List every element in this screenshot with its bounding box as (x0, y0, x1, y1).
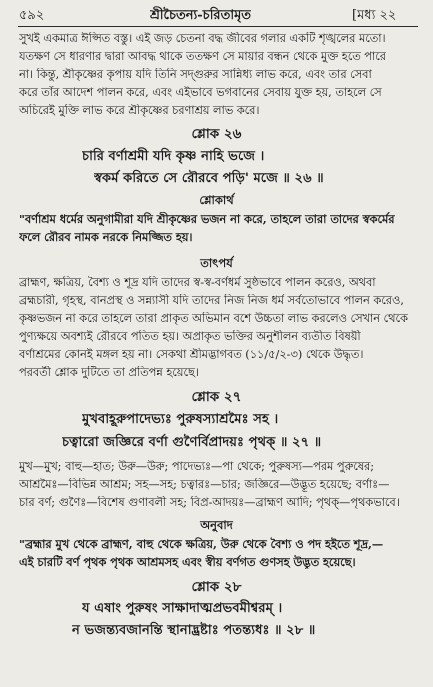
text-line: না। কিন্তু, শ্রীকৃষ্ণের কৃপায় যদি তিনি সদ্‌গুরুর সান্নিধ্য লাভ করে, এবং তার সেবা (19, 68, 372, 81)
text-line: পরবর্তী শ্লোক দুটিতে তা প্রতিপন্ন হয়েছে। (19, 366, 199, 379)
text-line: পুণ্যক্ষয়ে অবশ্যই রৌরবে পতিত হয়। অপ্রাকৃত ভক্তির অনুশীলন ব্যতীত বিষয়ী (19, 330, 361, 343)
translation-line: ফলে রৌরব নামক নরকে নিমজ্জিত হয়। (19, 230, 193, 244)
header-rule (18, 26, 418, 27)
verse-line: য এষাং পুরুষং সাক্ষাদাত্মপ্রভবমীশ্বরম্ । (82, 601, 283, 616)
text-line: অচিরেই মুক্তি লাভ করে শ্রীকৃষ্ণের চরণাশ্রয় লাভ করে। (19, 104, 260, 117)
text-line: ব্রাহ্মণ, ক্ষত্রিয়, বৈশ্য ও শূদ্র যদি তাদের স্ব-স্ব-বর্ণধর্ম সুষ্ঠভাবে পালন করেও, অথবা (19, 276, 376, 289)
verse-line: মুখবাহূরুপাদেভ্যঃ পুরুষস্যাশ্রমৈঃ সহ । (82, 412, 279, 427)
purport-heading: তাৎপর্য (200, 256, 233, 270)
text-line: বর্ণাশ্রমের কোনই মঙ্গল হয় না। সেকথা শ্রীমদ্ভাগবত (১১/৫/২-৩) থেকে উদ্ধৃত। (19, 348, 364, 361)
translation-line: এই চারটি বর্ণ পৃথক পৃথক আশ্রমসহ এবং স্বীয় বর্ণগত গুণসহ উদ্ভূত হয়েছে। (19, 555, 356, 569)
shloka-26-title: শ্লোক ২৬ (191, 126, 242, 142)
translation-heading: অনুবাদ (200, 518, 233, 532)
verse-line: স্বকর্ম করিতে সে রৌরবে পড়ি' মজে ॥ ২৬ ॥ (94, 171, 324, 186)
translation-heading: শ্লোকার্থ (199, 193, 234, 207)
text-line: মুখ—মুখ; বাহু—হাত; উরু—উরু; পাদেভ্যঃ—পা থেকে; পুরুষস্য—পরম পুরুষের; (19, 460, 375, 473)
text-line: সুখই একমাত্র ঈপ্সিত বস্তু। এই জড় চেতনা বদ্ধ জীবের গলার একটি শৃঙ্খলের মতো। (19, 32, 386, 45)
page-number: ৫৯২ (19, 8, 45, 23)
translation-line: "বর্ণাশ্রম ধর্মের অনুগামীরা যদি শ্রীকৃষ্ণের ভজন না করে, তাহলে তারা তাদের স্বকর্মের (19, 212, 395, 226)
text-line: করে তাঁর আদেশ পালন করে, এবং এইভাবে ভগবানের সেবায় যুক্ত হয়, তাহলে সে (19, 86, 382, 99)
shloka-28-title: শ্লোক ২৮ (191, 579, 242, 595)
text-line: চার বর্ণ; গুণৈঃ—বিশেষ গুণাবলী সহ; বিপ্র-আদয়ঃ—ব্রাহ্মণ আদি; পৃথক্—পৃথকভাবে। (19, 496, 400, 509)
text-line: ব্রহ্মচারী, গৃহস্থ, বানপ্রস্থ ও সন্ন্যাসী যদি তাদের নিজ নিজ ধর্ম সর্বতোভাবে পালন করেও, (19, 294, 404, 307)
verse-line: চারি বর্ণাশ্রমী যদি কৃষ্ণ নাহি ভজে । (82, 149, 265, 164)
chapter-marker: [মধ্য ২২ (352, 8, 397, 23)
text-line: যতক্ষণ সে ধারণার দ্বারা আবদ্ধ থাকে ততক্ষণ সে মায়ার বন্ধন থেকে মুক্ত হতে পারে (19, 50, 386, 63)
translation-line: "ব্রহ্মার মুখ থেকে ব্রাহ্মণ, বাহু থেকে ক্ষত্রিয়, উরু থেকে বৈশ্য ও পদ হইতে শূদ্র,— (19, 537, 384, 551)
verse-line: চত্বারো জজ্ঞিরে বর্ণা গুণৈর্বিপ্রাদয়ঃ পৃথক্ ॥ ২৭ ॥ (62, 435, 322, 450)
text-line: আশ্রমৈঃ—বিভিন্ন আশ্রম; সহ—সহ; চত্বারঃ—চার; জজ্ঞিরে—উদ্ভূত হয়েছে; বর্ণাঃ— (19, 478, 390, 491)
running-title: শ্রীচৈতন্য-চরিতামৃত (150, 8, 252, 23)
shloka-27-title: শ্লোক ২৭ (191, 389, 242, 405)
text-line: কৃষ্ণভজন না করে তাহলে তারা প্রাকৃত অভিমান বশে উচ্চতা লাভ করলেও সেখান থেকে (19, 312, 408, 325)
verse-line: ন ভজন্ত্যবজানন্তি স্থানাদ্ভ্রষ্টাঃ পতন্ত্যধঃ ॥ ২৮ ॥ (72, 623, 316, 638)
